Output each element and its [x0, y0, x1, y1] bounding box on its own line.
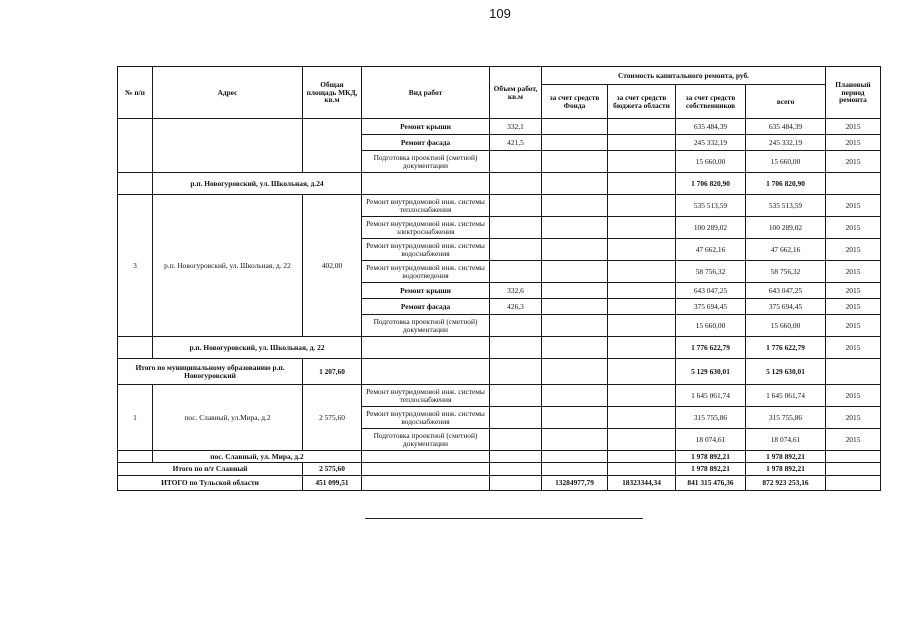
total-cell: 5 129 630,01: [746, 359, 826, 385]
total-cell: 58 756,32: [746, 261, 826, 283]
address-cell: пос. Славный, ул.Мира, д.2: [153, 385, 303, 451]
separator-line: [365, 518, 643, 519]
owners-cell: 1 776 622,79: [676, 337, 746, 359]
period-cell: 2015: [826, 195, 881, 217]
table-row: [118, 119, 881, 135]
volume-cell: 332,1: [490, 119, 542, 135]
area-cell: 1 207,60: [303, 359, 362, 385]
total-cell: 15 660,00: [746, 315, 826, 337]
owners-cell: 18 074,61: [676, 429, 746, 451]
header-fund: за счет средств Фонда: [542, 85, 608, 119]
total-cell: 635 484,39: [746, 119, 826, 135]
row-number: 1: [118, 385, 153, 451]
period-cell: 2015: [826, 315, 881, 337]
owners-cell: 535 513,59: [676, 195, 746, 217]
owners-cell: 245 332,19: [676, 135, 746, 151]
period-cell: 2015: [826, 429, 881, 451]
owners-cell: 15 660,00: [676, 151, 746, 173]
subtotal-row: [118, 451, 881, 463]
total-cell: 375 694,45: [746, 299, 826, 315]
owners-cell: 375 694,45: [676, 299, 746, 315]
header-area: Общая площадь МКД, кв.м: [303, 67, 362, 119]
owners-cell: 635 484,39: [676, 119, 746, 135]
header-total: всего: [746, 85, 826, 119]
period-cell: 2015: [826, 151, 881, 173]
total-cell: 245 332,19: [746, 135, 826, 151]
owners-cell: 58 756,32: [676, 261, 746, 283]
slavny-total-label: Итого по п/т Славный: [118, 463, 303, 476]
header-period: Плановый период ремонта: [826, 67, 881, 119]
work-cell: Ремонт внутридомовой инж. системы электроснабжения: [362, 217, 490, 239]
owners-cell: 841 315 476,36: [676, 476, 746, 491]
period-cell: 2015: [826, 283, 881, 299]
owners-cell: 315 755,86: [676, 407, 746, 429]
fund-cell: 13284977,79: [542, 476, 608, 491]
volume-cell: 332,6: [490, 283, 542, 299]
grand-total-row: [118, 476, 881, 491]
total-cell: 18 074,61: [746, 429, 826, 451]
total-cell: 1 645 061,74: [746, 385, 826, 407]
total-cell: 1 706 820,90: [746, 173, 826, 195]
area-cell: 402,00: [303, 195, 362, 337]
total-cell: 535 513,59: [746, 195, 826, 217]
page-number: 109: [489, 6, 511, 21]
header-owners: за счет средств собственников: [676, 85, 746, 119]
subtotal-row: [118, 173, 881, 195]
total-cell: 315 755,86: [746, 407, 826, 429]
work-cell: Ремонт фасада: [362, 135, 490, 151]
header-work-type: Вид работ: [362, 67, 490, 119]
work-cell: Подготовка проектной (сметной) документации: [362, 315, 490, 337]
subtotal-row: [118, 337, 881, 359]
work-cell: Ремонт внутридомовой инж. системы теплоснабжения: [362, 195, 490, 217]
row-number: 3: [118, 195, 153, 337]
period-cell: 2015: [826, 135, 881, 151]
work-cell: Ремонт внутридомовой инж. системы водоснабжения: [362, 407, 490, 429]
work-cell: Ремонт внутридомовой инж. системы водоснабжения: [362, 239, 490, 261]
capital-repair-table: [117, 66, 881, 491]
owners-cell: 643 047,25: [676, 283, 746, 299]
period-cell: 2015: [826, 217, 881, 239]
total-cell: 1 978 892,21: [746, 463, 826, 476]
work-cell: Подготовка проектной (сметной) документации: [362, 429, 490, 451]
owners-cell: 5 129 630,01: [676, 359, 746, 385]
work-cell: Ремонт крыши: [362, 283, 490, 299]
subtotal-label: р.п. Новогуровский, ул. Школьная, д.24: [153, 173, 362, 195]
muni-total-row: [118, 359, 881, 385]
period-cell: 2015: [826, 385, 881, 407]
work-cell: Ремонт фасада: [362, 299, 490, 315]
total-cell: 643 047,25: [746, 283, 826, 299]
period-cell: 2015: [826, 119, 881, 135]
header-address: Адрес: [153, 67, 303, 119]
table-row: [118, 385, 881, 407]
total-cell: 872 923 253,16: [746, 476, 826, 491]
header-volume: Объем работ, кв.м: [490, 67, 542, 119]
muni-total-label: Итого по муниципальному образованию р.п. Новогуровский: [118, 359, 303, 385]
area-cell: 451 099,51: [303, 476, 362, 491]
owners-cell: 1 645 061,74: [676, 385, 746, 407]
budget-cell: 18323344,34: [608, 476, 676, 491]
table-row: [118, 195, 881, 217]
period-cell: 2015: [826, 299, 881, 315]
owners-cell: 15 660,00: [676, 315, 746, 337]
volume-cell: 426,3: [490, 299, 542, 315]
header-num: № п/п: [118, 67, 153, 119]
subtotal-label: р.п. Новогуровский, ул. Школьная, д. 22: [153, 337, 362, 359]
owners-cell: 1 978 892,21: [676, 463, 746, 476]
work-cell: Ремонт крыши: [362, 119, 490, 135]
owners-cell: 47 662,16: [676, 239, 746, 261]
period-cell: 2015: [826, 407, 881, 429]
address-cell: р.п. Новогуровский, ул. Школьная, д. 22: [153, 195, 303, 337]
total-cell: 1 776 622,79: [746, 337, 826, 359]
area-cell: 2 575,60: [303, 463, 362, 476]
total-cell: 1 978 892,21: [746, 451, 826, 463]
work-cell: Подготовка проектной (сметной) документации: [362, 151, 490, 173]
grand-total-label: ИТОГО по Тульской области: [118, 476, 303, 491]
period-cell: 2015: [826, 261, 881, 283]
period-cell: 2015: [826, 239, 881, 261]
work-cell: Ремонт внутридомовой инж. системы водоотведения: [362, 261, 490, 283]
period-cell: 2015: [826, 337, 881, 359]
volume-cell: 421,5: [490, 135, 542, 151]
total-cell: 47 662,16: [746, 239, 826, 261]
subtotal-label: пос. Славный, ул. Мира, д.2: [153, 451, 362, 463]
owners-cell: 1 706 820,90: [676, 173, 746, 195]
owners-cell: 1 978 892,21: [676, 451, 746, 463]
slavny-total-row: [118, 463, 881, 476]
total-cell: 15 660,00: [746, 151, 826, 173]
owners-cell: 100 289,02: [676, 217, 746, 239]
header-cost-group: Стоимость капитального ремонта, руб.: [542, 67, 826, 85]
total-cell: 100 289,02: [746, 217, 826, 239]
header-budget: за счет средств бюджета области: [608, 85, 676, 119]
area-cell: 2 575,60: [303, 385, 362, 451]
work-cell: Ремонт внутридомовой инж. системы теплоснабжения: [362, 385, 490, 407]
